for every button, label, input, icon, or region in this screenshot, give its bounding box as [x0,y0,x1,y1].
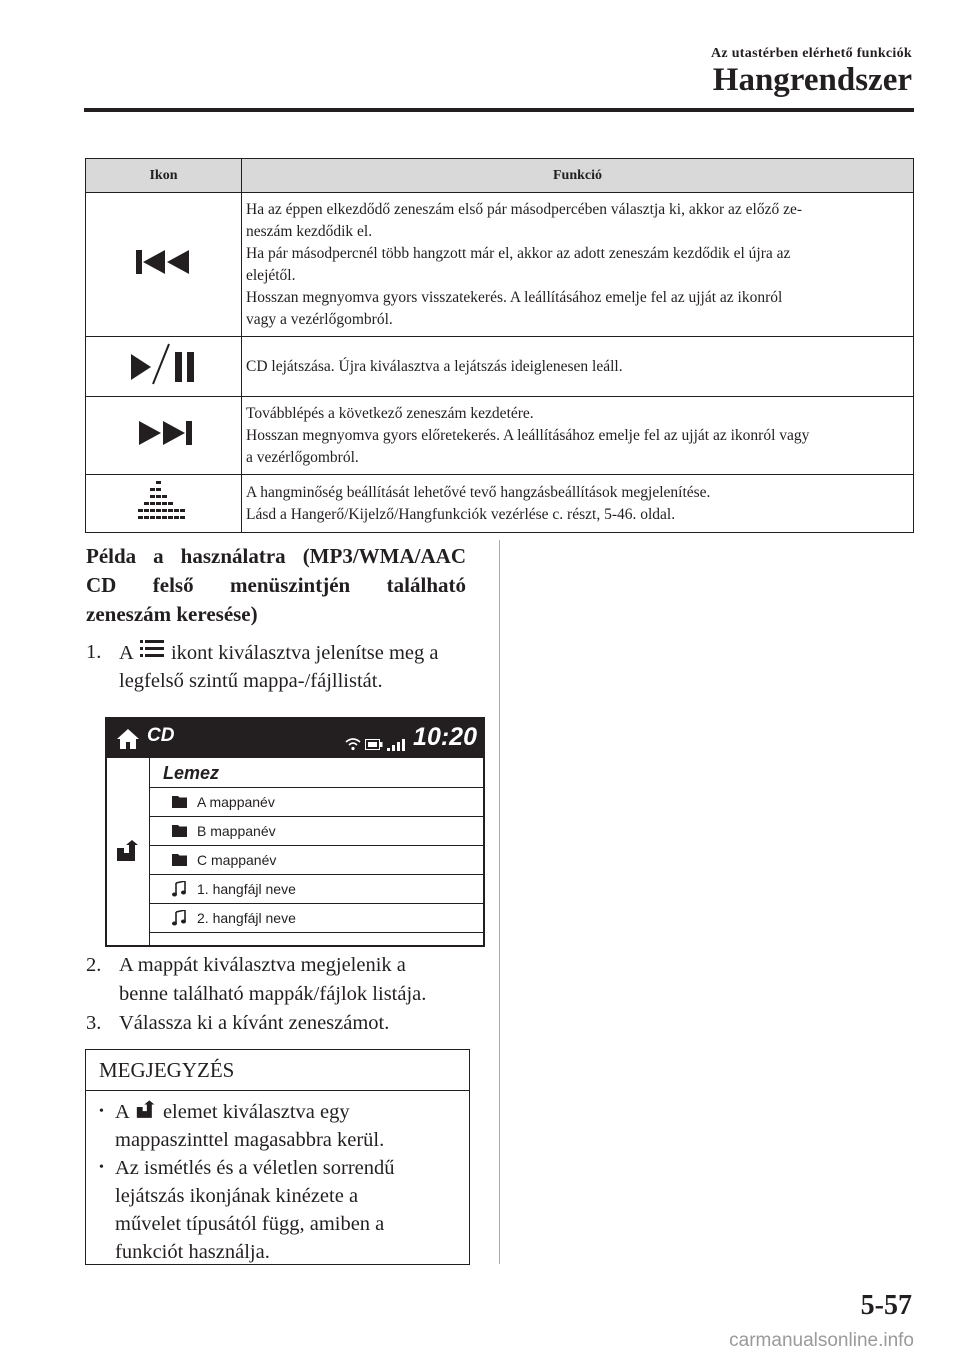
watermark: carmanualsonline.info [729,1330,914,1351]
bullet: • [99,1104,104,1119]
function-text: vagy a vezérlőgombról. [246,311,393,328]
page-number: 5-57 [860,1290,912,1321]
section-subtitle: Az utastérben elérhető funkciók [711,46,912,61]
folder-up-icon [136,1100,156,1119]
screen-status-bar [107,719,483,758]
music-note-icon [172,910,186,926]
table-row [86,337,914,397]
folder-icon [172,794,187,808]
function-text: elejétől. [246,267,296,284]
list-item[interactable]: A mappanév [150,787,483,817]
list-item-empty [150,932,483,945]
function-text: Ha pár másodpercnél több hangzott már el, akkor az adott zeneszám kezdődik el újra az [246,245,791,262]
cd-screen [105,717,485,947]
function-text: Lásd a Hangerő/Kijelző/Hangfunkciók vezérlése c. részt, 5-46. oldal. [246,506,676,523]
list-item[interactable]: C mappanév [150,845,483,875]
screen-file-list [150,758,483,945]
screen-source-label: CD [147,725,175,746]
note-title: MEGJEGYZÉS [86,1050,469,1091]
col-header-icon: Ikon [86,159,242,193]
header-rule [84,108,914,112]
folder-icon [172,852,187,866]
list-item[interactable]: 1. hangfájl neve [150,874,483,904]
list-icon [140,638,164,660]
function-text: CD lejátszása. Újra kiválasztva a lejátszás ideiglenesen leáll. [246,358,623,375]
function-text: Hosszan megnyomva gyors előretekerés. A leállításához emelje fel az ujját az ikonról vagy [246,427,810,444]
table-row [86,475,914,533]
list-title: Lemez [163,763,220,783]
list-item[interactable]: 2. hangfájl neve [150,903,483,933]
function-text: a vezérlőgombról. [246,449,359,466]
signal-icon [387,739,405,751]
column-divider [499,540,500,1264]
table-row [86,397,914,475]
example-heading: Példa a használatra (MP3/WMA/AAC CD felső menüszintjén található zeneszám keresése) [86,544,466,626]
function-text: Hosszan megnyomva gyors visszatekerés. A leállításához emelje fel az ujját az ikonról [246,289,783,306]
battery-icon [365,739,383,750]
function-text: Ha az éppen elkezdődő zeneszám első pár másodpercében választja ki, akkor az előző ze- [246,201,802,218]
skip-next-icon [134,420,194,446]
col-header-function: Funkció [242,159,914,193]
screen-clock: 10:20 [413,723,477,751]
home-icon [116,728,140,750]
section-title: Hangrendszer [712,62,912,98]
play-pause-icon [127,342,201,386]
bullet: • [99,1160,104,1175]
table-row [86,193,914,337]
folder-up-icon[interactable] [116,840,140,862]
function-text: neszám kezdődik el. [246,223,373,240]
wifi-icon [345,737,361,751]
music-note-icon [172,881,186,897]
table-header-row [86,159,914,193]
equalizer-icon [136,479,192,523]
function-text: Továbblépés a következő zeneszám kezdetére. [246,405,534,422]
function-text: A hangminőség beállítását lehetővé tevő hangzásbeállítások megjelenítése. [246,484,711,501]
note-box: MEGJEGYZÉS • A elemet kiválasztva egy mappaszinttel magasabbra kerül. • Az ismétlés és a véletlen sorrendű lejátszás ikonjának kinézete a művelet típusától függ, amiben a funkciót használja. [85,1049,470,1265]
skip-previous-icon [134,249,194,275]
screen-left-panel [107,758,150,945]
list-item[interactable]: B mappanév [150,816,483,846]
function-table [85,158,914,533]
folder-icon [172,823,187,837]
